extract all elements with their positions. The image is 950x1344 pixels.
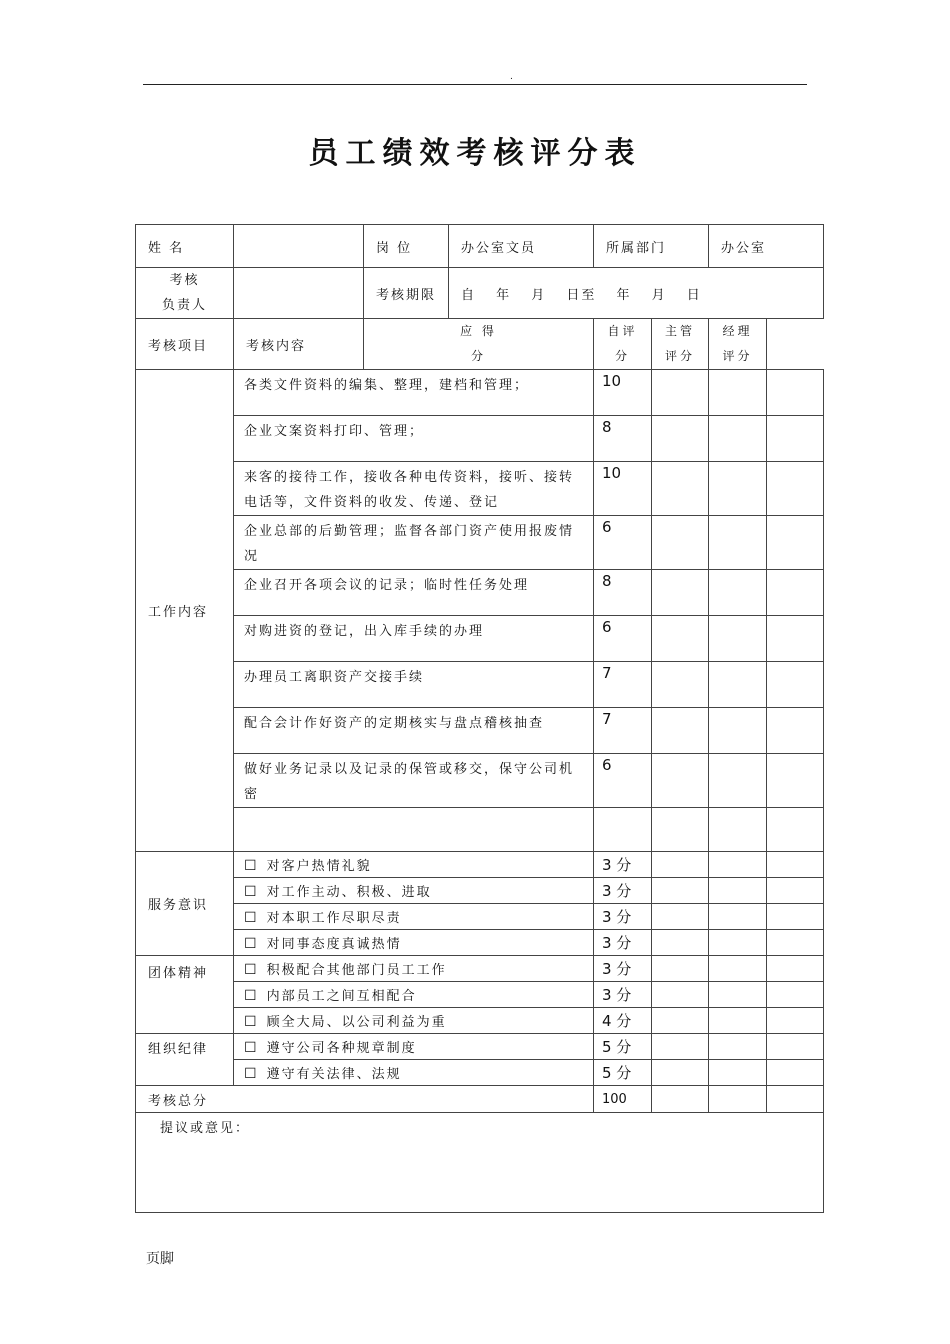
manager-score-cell[interactable] xyxy=(767,808,824,852)
manager-score-cell[interactable] xyxy=(767,662,824,708)
manager-score-cell[interactable] xyxy=(767,416,824,462)
total-label: 考核总分 xyxy=(136,1086,594,1113)
discipline-item-points: 5 分 xyxy=(594,1034,652,1060)
manager-score-cell[interactable] xyxy=(767,570,824,616)
reviewer-label-line2: 负责人 xyxy=(161,298,207,313)
work-item-content: 做好业务记录以及记录的保管或移交，保守公司机密 xyxy=(234,754,594,808)
discipline-section-label: 组织纪律 xyxy=(136,1034,234,1086)
col-supervisor-line1: 主管 xyxy=(665,324,696,338)
supervisor-score-cell[interactable] xyxy=(709,930,767,956)
supervisor-score-cell[interactable] xyxy=(709,878,767,904)
service-row xyxy=(136,930,824,956)
service-row xyxy=(136,878,824,904)
checkbox-icon[interactable]: ☐ xyxy=(244,936,257,952)
suggestion-label: 提议或意见： xyxy=(160,1121,251,1136)
supervisor-score-cell[interactable] xyxy=(709,852,767,878)
col-self-line1: 自评 xyxy=(607,324,638,338)
manager-score-cell[interactable] xyxy=(767,930,824,956)
supervisor-score-cell[interactable] xyxy=(709,662,767,708)
self-score-cell[interactable] xyxy=(652,416,709,462)
supervisor-score-cell[interactable] xyxy=(709,570,767,616)
work-item-content[interactable] xyxy=(234,808,594,852)
self-score-cell[interactable] xyxy=(652,956,709,982)
self-score-cell[interactable] xyxy=(652,1034,709,1060)
self-score-cell[interactable] xyxy=(652,570,709,616)
evaluation-table xyxy=(135,224,824,1213)
supervisor-score-cell[interactable] xyxy=(709,462,767,516)
column-header-row xyxy=(136,319,824,370)
header-rule xyxy=(143,84,807,85)
team-item[interactable] xyxy=(234,982,594,1008)
service-item-text: 对同事态度真诚热情 xyxy=(266,937,402,952)
service-item[interactable] xyxy=(234,930,594,956)
work-row xyxy=(136,708,824,754)
self-score-cell[interactable] xyxy=(652,516,709,570)
work-row xyxy=(136,370,824,416)
self-score-cell[interactable] xyxy=(652,904,709,930)
work-item-score: 6 xyxy=(594,616,652,662)
service-item-points: 3 分 xyxy=(594,930,652,956)
work-row xyxy=(136,416,824,462)
team-row xyxy=(136,982,824,1008)
supervisor-score-cell[interactable] xyxy=(709,516,767,570)
manager-score-cell[interactable] xyxy=(767,1034,824,1060)
discipline-item[interactable] xyxy=(234,1034,594,1060)
work-row xyxy=(136,662,824,708)
checkbox-icon[interactable]: ☐ xyxy=(244,858,257,874)
col-content-header: 考核内容 xyxy=(234,319,364,370)
self-score-cell[interactable] xyxy=(652,616,709,662)
team-row xyxy=(136,1008,824,1034)
discipline-item-text: 遵守公司各种规章制度 xyxy=(266,1041,417,1056)
info-row-reviewer xyxy=(136,268,824,319)
page-footer: 页脚 xyxy=(146,1251,174,1267)
supervisor-score-cell[interactable] xyxy=(709,1060,767,1086)
name-value[interactable] xyxy=(234,225,364,268)
checkbox-icon[interactable]: ☐ xyxy=(244,910,257,926)
department-value: 办公室 xyxy=(709,225,824,268)
self-score-cell[interactable] xyxy=(652,982,709,1008)
manager-score-cell[interactable] xyxy=(767,1060,824,1086)
work-item-content: 各类文件资料的编集、整理，建档和管理； xyxy=(234,370,594,416)
reviewer-label xyxy=(136,268,234,319)
manager-score-cell[interactable] xyxy=(767,1008,824,1034)
team-item-points: 4 分 xyxy=(594,1008,652,1034)
work-item-score: 6 xyxy=(594,754,652,808)
work-item-content: 企业召开各项会议的记录；临时性任务处理 xyxy=(234,570,594,616)
work-item-content: 对购进资的登记，出入库手续的办理 xyxy=(234,616,594,662)
manager-score-cell[interactable] xyxy=(767,904,824,930)
manager-score-cell[interactable] xyxy=(767,708,824,754)
work-row xyxy=(136,570,824,616)
department-label: 所属部门 xyxy=(594,225,709,268)
self-total-cell[interactable] xyxy=(652,1086,709,1113)
manager-score-cell[interactable] xyxy=(767,878,824,904)
total-value: 100 xyxy=(594,1086,652,1113)
self-score-cell[interactable] xyxy=(652,878,709,904)
work-row xyxy=(136,808,824,852)
manager-score-cell[interactable] xyxy=(767,852,824,878)
work-item-content: 企业总部的后勤管理；监督各部门资产使用报废情况 xyxy=(234,516,594,570)
service-item-points: 3 分 xyxy=(594,904,652,930)
manager-score-cell[interactable] xyxy=(767,956,824,982)
service-item-points: 3 分 xyxy=(594,852,652,878)
work-item-score: 7 xyxy=(594,708,652,754)
service-item[interactable] xyxy=(234,852,594,878)
supervisor-score-cell[interactable] xyxy=(709,708,767,754)
self-score-cell[interactable] xyxy=(652,852,709,878)
supervisor-score-cell[interactable] xyxy=(709,904,767,930)
work-row xyxy=(136,516,824,570)
work-item-score: 10 xyxy=(594,370,652,416)
team-row xyxy=(136,956,824,982)
supervisor-score-cell[interactable] xyxy=(709,416,767,462)
work-row xyxy=(136,754,824,808)
supervisor-score-cell[interactable] xyxy=(709,754,767,808)
checkbox-icon[interactable]: ☐ xyxy=(244,988,257,1004)
manager-score-cell[interactable] xyxy=(767,370,824,416)
service-item[interactable] xyxy=(234,878,594,904)
supervisor-score-cell[interactable] xyxy=(709,808,767,852)
manager-score-cell[interactable] xyxy=(767,754,824,808)
self-score-cell[interactable] xyxy=(652,930,709,956)
col-target-line1: 应 得 xyxy=(460,324,497,338)
service-item-text: 对工作主动、积极、进取 xyxy=(266,885,432,900)
position-value: 办公室文员 xyxy=(449,225,594,268)
info-row-name xyxy=(136,225,824,268)
supervisor-score-cell[interactable] xyxy=(709,982,767,1008)
work-item-content: 办理员工离职资产交接手续 xyxy=(234,662,594,708)
service-row xyxy=(136,852,824,878)
team-item-points: 3 分 xyxy=(594,982,652,1008)
position-label: 岗 位 xyxy=(364,225,449,268)
work-item-score: 7 xyxy=(594,662,652,708)
supervisor-score-cell[interactable] xyxy=(709,370,767,416)
team-item[interactable] xyxy=(234,1008,594,1034)
supervisor-total-cell[interactable] xyxy=(709,1086,767,1113)
manager-score-cell[interactable] xyxy=(767,982,824,1008)
supervisor-score-cell[interactable] xyxy=(709,616,767,662)
work-item-content: 企业文案资料打印、管理； xyxy=(234,416,594,462)
discipline-item-text: 遵守有关法律、法规 xyxy=(266,1067,402,1082)
suggestion-box[interactable] xyxy=(136,1113,824,1213)
service-item-text: 对客户热情礼貌 xyxy=(266,859,372,874)
work-item-content: 配合会计作好资产的定期核实与盘点稽核抽查 xyxy=(234,708,594,754)
work-item-score: 10 xyxy=(594,462,652,516)
col-manager-header xyxy=(709,319,767,370)
self-score-cell[interactable] xyxy=(652,1060,709,1086)
team-section-label: 团体精神 xyxy=(136,956,234,1034)
col-target-line2: 分 xyxy=(470,349,486,363)
supervisor-score-cell[interactable] xyxy=(709,1034,767,1060)
manager-score-cell[interactable] xyxy=(767,616,824,662)
self-score-cell[interactable] xyxy=(652,708,709,754)
reviewer-value[interactable] xyxy=(234,268,364,319)
self-score-cell[interactable] xyxy=(652,754,709,808)
work-item-score[interactable] xyxy=(594,808,652,852)
work-item-score: 6 xyxy=(594,516,652,570)
col-self-header xyxy=(594,319,652,370)
discipline-item[interactable] xyxy=(234,1060,594,1086)
self-score-cell[interactable] xyxy=(652,808,709,852)
document-title: 员工绩效考核评分表 xyxy=(308,136,642,171)
reviewer-label-line1: 考核 xyxy=(169,273,200,288)
team-item-text: 内部员工之间互相配合 xyxy=(266,989,417,1004)
manager-score-cell[interactable] xyxy=(767,462,824,516)
service-item[interactable] xyxy=(234,904,594,930)
self-score-cell[interactable] xyxy=(652,462,709,516)
checkbox-icon[interactable]: ☐ xyxy=(244,1066,257,1082)
header-mark: . xyxy=(510,72,513,82)
service-row xyxy=(136,904,824,930)
team-item[interactable] xyxy=(234,956,594,982)
col-manager-line1: 经理 xyxy=(722,324,753,338)
work-item-score: 8 xyxy=(594,570,652,616)
discipline-row xyxy=(136,1060,824,1086)
discipline-row xyxy=(136,1034,824,1060)
self-score-cell[interactable] xyxy=(652,370,709,416)
period-label: 考核期限 xyxy=(364,268,449,319)
self-score-cell[interactable] xyxy=(652,662,709,708)
service-section-label: 服务意识 xyxy=(136,852,234,956)
work-row xyxy=(136,462,824,516)
work-section-label: 工作内容 xyxy=(136,370,234,852)
team-item-points: 3 分 xyxy=(594,956,652,982)
team-item-text: 顾全大局、以公司利益为重 xyxy=(266,1015,447,1030)
col-item-header: 考核项目 xyxy=(136,319,234,370)
team-item-text: 积极配合其他部门员工工作 xyxy=(266,963,447,978)
work-row xyxy=(136,616,824,662)
manager-score-cell[interactable] xyxy=(767,516,824,570)
col-manager-line2: 评分 xyxy=(722,349,753,363)
checkbox-icon[interactable]: ☐ xyxy=(244,884,257,900)
service-item-text: 对本职工作尽职尽责 xyxy=(266,911,402,926)
work-item-content: 来客的接待工作，接收各种电传资料，接听、接转电话等，文件资料的收发、传递、登记 xyxy=(234,462,594,516)
period-value: 自 年 月 日至 年 月 日 xyxy=(449,268,824,319)
col-supervisor-header xyxy=(652,319,709,370)
supervisor-score-cell[interactable] xyxy=(709,956,767,982)
col-self-line2: 分 xyxy=(614,349,630,363)
col-supervisor-line2: 评分 xyxy=(665,349,696,363)
self-score-cell[interactable] xyxy=(652,1008,709,1034)
work-item-score: 8 xyxy=(594,416,652,462)
suggestion-row xyxy=(136,1113,824,1213)
total-row xyxy=(136,1086,824,1113)
supervisor-score-cell[interactable] xyxy=(709,1008,767,1034)
service-item-points: 3 分 xyxy=(594,878,652,904)
col-target-header xyxy=(364,319,594,370)
manager-total-cell[interactable] xyxy=(767,1086,824,1113)
checkbox-icon[interactable]: ☐ xyxy=(244,962,257,978)
discipline-item-points: 5 分 xyxy=(594,1060,652,1086)
checkbox-icon[interactable]: ☐ xyxy=(244,1014,257,1030)
checkbox-icon[interactable]: ☐ xyxy=(244,1040,257,1056)
name-label: 姓 名 xyxy=(136,225,234,268)
